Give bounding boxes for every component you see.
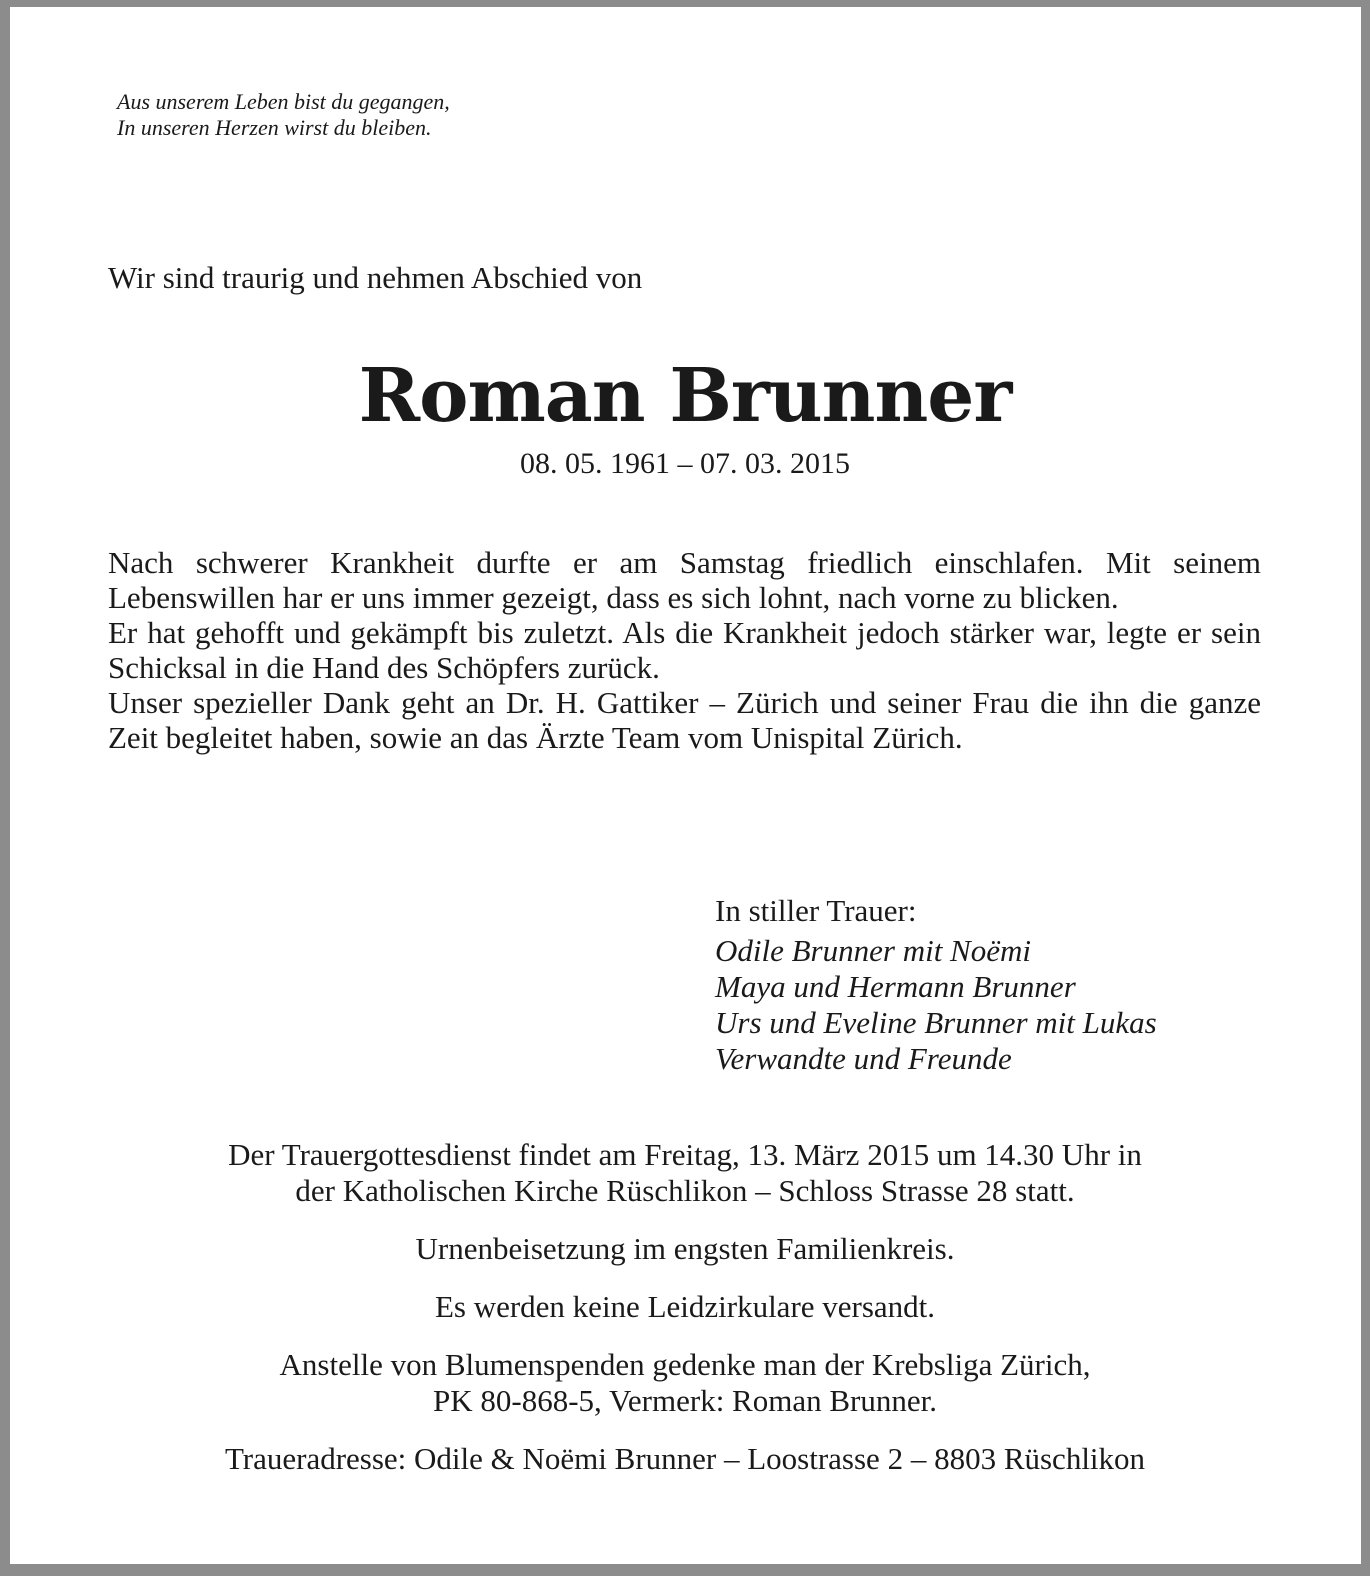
deceased-name: Roman Brunner <box>358 353 1012 439</box>
intro-text: Wir sind traurig und nehmen Abschied von <box>108 260 643 295</box>
motto-line-1: Aus unserem Leben bist du gegangen, <box>117 89 450 114</box>
motto-verse <box>117 89 450 141</box>
mourner-name: Urs und Eveline Brunner mit Lukas <box>715 1005 1157 1040</box>
mourners-block <box>715 893 1157 1077</box>
funeral-line-1: Der Trauergottesdienst findet am Freitag, 13. März 2015 um 14.30 Uhr in <box>228 1137 1142 1172</box>
body-paragraph: Nach schwerer Krankheit durfte er am Samstag friedlich einschlafen. Mit seinem Lebenswillen har er uns immer gezeigt, dass es sich lohnt, nach vorne zu blicken. <box>108 545 1261 615</box>
urn-line: Urnenbeisetzung im engsten Familienkreis. <box>415 1231 955 1266</box>
mourning-address <box>0 1441 1370 1477</box>
funeral-line-2: der Katholischen Kirche Rüschlikon – Schloss Strasse 28 statt. <box>295 1173 1075 1208</box>
address-line: Traueradresse: Odile & Noëmi Brunner – Loostrasse 2 – 8803 Rüschlikon <box>224 1441 1146 1476</box>
no-circulars-line: Es werden keine Leidzirkulare versandt. <box>434 1289 936 1324</box>
mourner-name: Maya und Hermann Brunner <box>715 969 1076 1004</box>
body-paragraph: Unser spezieller Dank geht an Dr. H. Gattiker – Zürich und seiner Frau die ihn die ganze Zeit begleitet haben, sowie an das Ärzte Team vom Unispital Zürich. <box>108 685 1261 755</box>
mourner-name: Odile Brunner mit Noëmi <box>715 933 1031 968</box>
body-paragraph: Er hat gehofft und gekämpft bis zuletzt. Als die Krankheit jedoch stärker war, legte er sein Schicksal in die Hand des Schöpfers zurück. <box>108 615 1261 685</box>
donation-line-2: PK 80-868-5, Vermerk: Roman Brunner. <box>433 1383 937 1418</box>
donation-text <box>0 1347 1370 1419</box>
funeral-service-text <box>0 1137 1370 1209</box>
donation-line-1: Anstelle von Blumenspenden gedenke man der Krebsliga Zürich, <box>279 1347 1091 1382</box>
no-circulars-text <box>0 1289 1370 1325</box>
mourner-name: Verwandte und Freunde <box>715 1041 1012 1076</box>
mourners-heading: In stiller Trauer: <box>715 893 917 928</box>
body-text <box>108 545 1261 755</box>
mourners-list <box>715 933 1157 1077</box>
motto-line-2: In unseren Herzen wirst du bleiben. <box>117 115 432 140</box>
urn-burial-text <box>0 1231 1370 1267</box>
life-dates: 08. 05. 1961 – 07. 03. 2015 <box>520 447 850 480</box>
service-info <box>0 1137 1370 1499</box>
